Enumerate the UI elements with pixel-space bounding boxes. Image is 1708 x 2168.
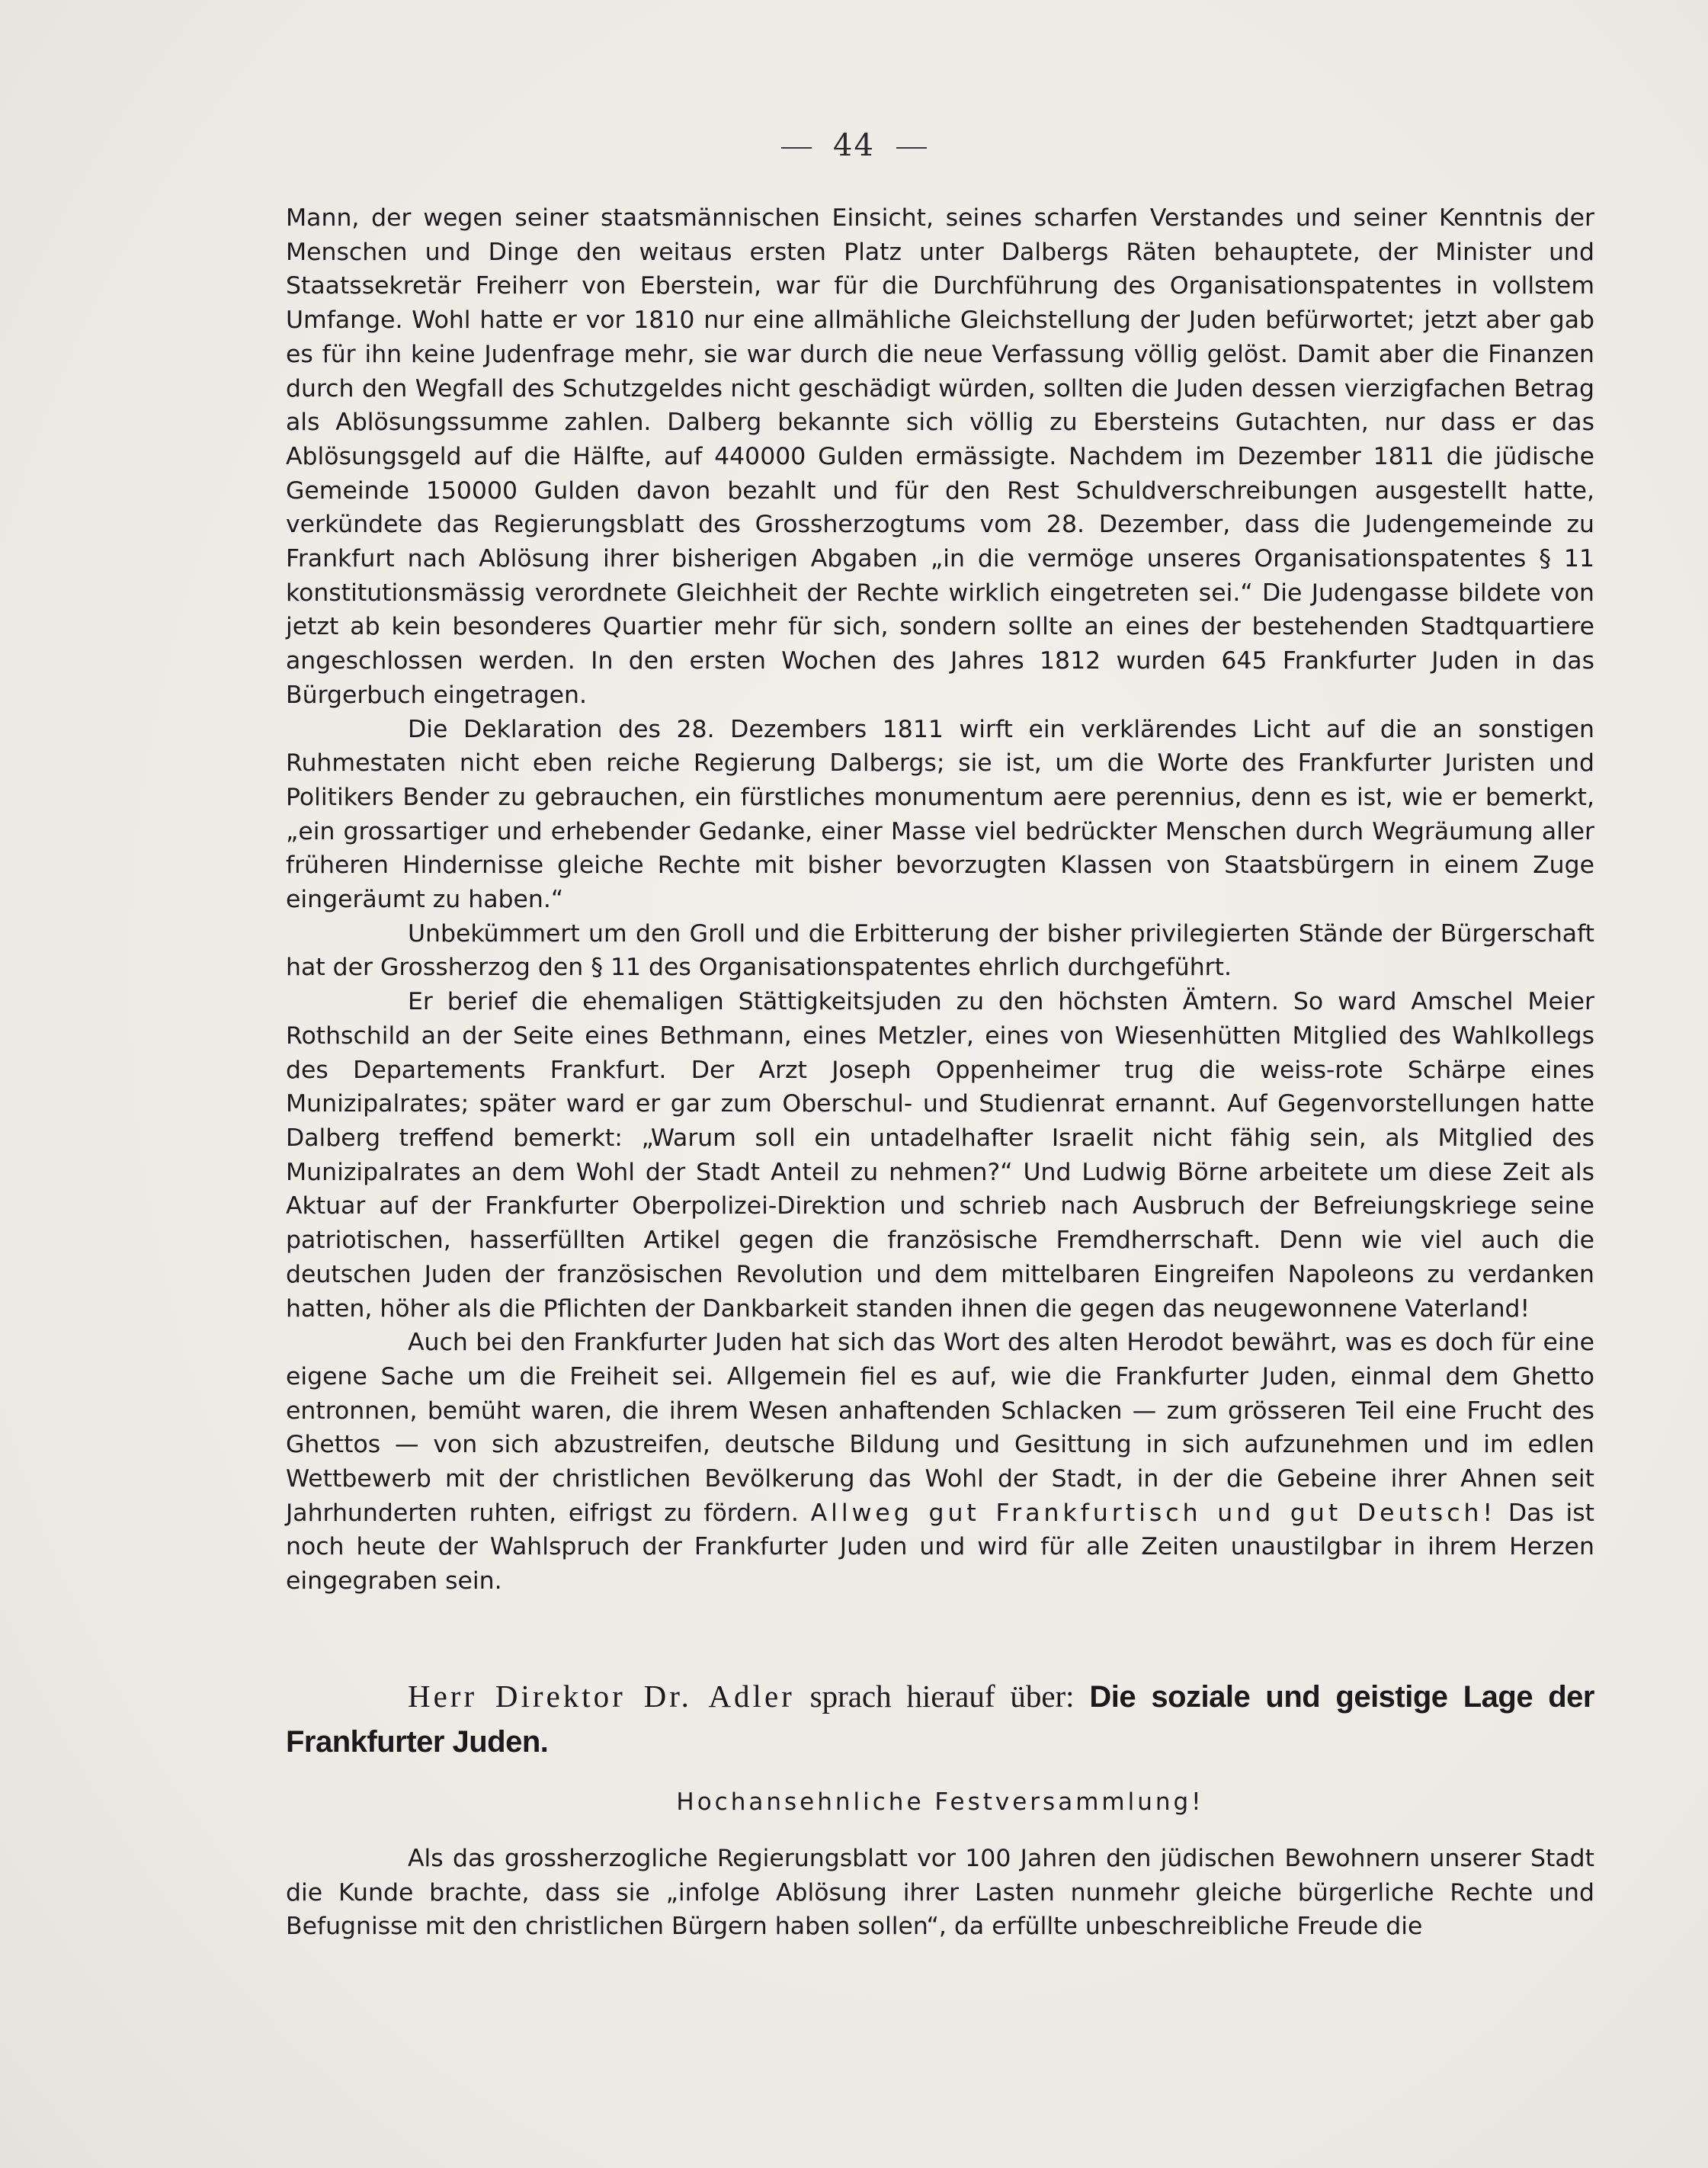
speaker-name: Herr Direktor Dr. Adler — [408, 1679, 795, 1714]
paragraph-3: Unbekümmert um den Groll und die Erbitterung der bisher privilegierten Stände der Bürgerschaft hat der Grossherzog den § 11 des Organisationspatentes ehrlich durchgeführt. — [286, 919, 1594, 982]
final-paragraph: Als das grossherzogliche Regierungsblatt vor 100 Jahren den jüdischen Bewohnern unserer Stadt die Kunde brachte, dass sie „infolge Ablösung ihrer Lasten nunmehr gleiche bürgerliche Rechte und Befugnisse mit den christlichen Bürgern haben sollen“, da erfüllte unbeschreibliche Freude die — [286, 1845, 1594, 1941]
paragraph-1: Mann, der wegen seiner staatsmännischen Einsicht, seines scharfen Verstandes und seiner Kenntnis der Menschen und Dinge den weitaus ersten Platz unter Dalbergs Räten behauptete, der Minister und Staatssekretär Freiherr von Eberstein, war für die Durchführung des Organisationspatentes in vollstem Umfange. Wohl hatte er vor 1810 nur eine allmähliche Gleichstellung der Juden befürwortet; jetzt aber gab es für ihn keine Judenfrage mehr, sie war durch die neue Verfassung völlig gelöst. Damit aber die Finanzen durch den Wegfall des Schutzgeldes nicht geschädigt würden, sollten die Juden dessen vierzigfachen Betrag als Ablösungssumme zahlen. Dalberg bekannte sich völlig zu Ebersteins Gutachten, nur dass er das Ablösungsgeld auf die Hälfte, auf 440000 Gulden ermässigte. Nachdem im Dezember 1811 die jüdische Gemeinde 150000 Gulden davon bezahlt und für den Rest Schuldverschreibungen ausgestellt hatte, verkündete das Regierungsblatt des Grossherzogtums vom 28. Dezember, dass die Judengemeinde zu Frankfurt nach Ablösung ihrer bisherigen Abgaben „in die vermöge unseres Organisationspatentes § 11 konstitutionsmässig verordnete Gleichheit der Rechte wirklich eingetreten sei.“ Die Judengasse bildete von jetzt ab kein besonderes Quartier mehr für sich, sondern sollte an eines der bestehenden Stadtquartiere angeschlossen werden. In den ersten Wochen des Jahres 1812 wurden 645 Frankfurter Juden in das Bürgerbuch eingetragen. — [286, 204, 1594, 709]
header-dash-left — [781, 147, 812, 149]
paragraph-5 — [286, 1326, 1594, 1599]
page-number: 44 — [833, 128, 875, 163]
talk-intro: sprach hierauf über: — [794, 1679, 1090, 1714]
main-text-body — [286, 201, 1594, 1599]
paragraph-2: Die Deklaration des 28. Dezembers 1811 wirft ein verklärendes Licht auf die an sonstigen Ruhmestaten nicht eben reiche Regierung Dalbergs; sie ist, um die Worte des Frankfurter Juristen und Politikers Bender zu gebrauchen, ein fürstliches monumentum aere perennius, denn es ist, wie er bemerkt, „ein grossartiger und erhebender Gedanke, einer Masse viel bedrückter Menschen durch Wegräumung aller früheren Hindernisse gleiche Rechte mit bisher bevorzugten Klassen von Staatsbürgern in einem Zuge eingeräumt zu haben.“ — [286, 715, 1594, 914]
talk-heading — [286, 1674, 1594, 1764]
motto-text: Allweg gut Frankfurtisch und gut Deutsch! — [810, 1499, 1497, 1527]
header-dash-right — [896, 147, 927, 149]
page-number-header — [0, 128, 1708, 163]
talk-title: Die soziale und geistige Lage der Frankfurter Juden. — [286, 1680, 1594, 1759]
paragraph-5-text-after: Das ist noch heute der Wahlspruch der Frankfurter Juden und wird für alle Zeiten unaustilgbar in ihrem Herzen eingegraben sein. — [286, 1499, 1594, 1596]
salutation: Hochansehnliche Festversammlung! — [676, 1788, 1204, 1816]
paragraph-4: Er berief die ehemaligen Stättigkeitsjuden zu den höchsten Ämtern. So ward Amschel Meier Rothschild an der Seite eines Bethmann, eines Metzler, eines von Wiesenhütten Mitglied des Wahlkollegs des Departements Frankfurt. Der Arzt Joseph Oppenheimer trug die weiss-rote Schärpe eines Munizipalrates; später ward er gar zum Oberschul- und Studienrat ernannt. Auf Gegenvorstellungen hatte Dalberg treffend bemerkt: „Warum soll ein untadelhafter Israelit nicht fähig sein, als Mitglied des Munizipalrates an dem Wohl der Stadt Anteil zu nehmen?“ Und Ludwig Börne arbeitete um diese Zeit als Aktuar auf der Frankfurter Oberpolizei-Direktion und schrieb nach Ausbruch der Befreiungskriege seine patriotischen, hasserfüllten Artikel gegen die französische Fremdherrschaft. Denn wie viel auch die deutschen Juden der französischen Revolution und dem mittelbaren Eingreifen Napoleons zu verdanken hatten, höher als die Pflichten der Dankbarkeit standen ihnen die gegen das neugewonnene Vaterland! — [286, 988, 1594, 1323]
paragraph-5-text-before: Auch bei den Frankfurter Juden hat sich das Wort des alten Herodot bewährt, was es doch für eine eigene Sache um die Freiheit sei. Allgemein fiel es auf, wie die Frankfurter Juden, einmal dem Ghetto entronnen, bemüht waren, die ihrem Wesen anhaftenden Schlacken — zum grösseren Teil eine Frucht des Ghettos — von sich abzustreifen, deutsche Bildung und Gesittung in sich aufzunehmen und im edlen Wettbewerb mit der christlichen Bevölkerung das Wohl der Stadt, in der die Gebeine ihrer Ahnen seit Jahrhunderten ruhten, eifrigst zu fördern. — [286, 1329, 1594, 1527]
final-text-body — [286, 1842, 1594, 1944]
